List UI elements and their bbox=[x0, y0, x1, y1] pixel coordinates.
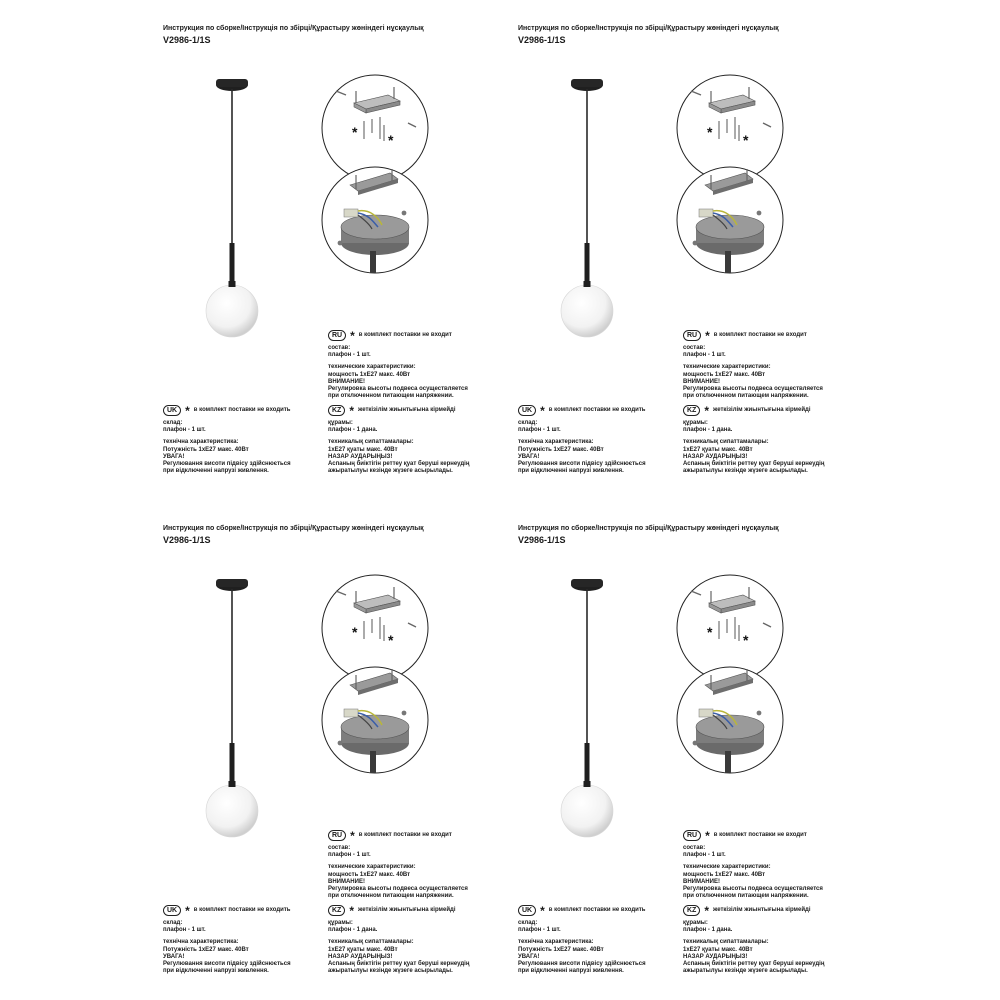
uk-warning-line-1: Регулювання висоти підвісу здійснюється bbox=[518, 961, 646, 968]
kz-instructions bbox=[328, 905, 469, 975]
star-icon: * bbox=[349, 403, 355, 418]
star-icon: * bbox=[704, 403, 710, 418]
kz-warning-label: НАЗАР АУДАРЫҢЫЗ! bbox=[683, 453, 748, 460]
ru-composition: плафон - 1 шт. bbox=[683, 352, 726, 359]
kz-warning-line-1: Аспаның биіктігін реттеу қуат беруші кернеудің bbox=[683, 961, 825, 968]
kz-power: 1хЕ27 қуаты макс. 40Вт bbox=[328, 946, 398, 953]
ru-warning-label: ВНИМАНИЕ! bbox=[328, 878, 365, 885]
uk-warning-line-2: при відключенні напрузі живлення. bbox=[518, 468, 624, 475]
glass-globe bbox=[561, 785, 613, 837]
uk-not-included: в комплект поставки не входить bbox=[193, 906, 291, 913]
sheet-title: Инструкция по сборке/Інструкція по збірці/Құрастыру жөніндегі нұсқаулық bbox=[518, 25, 779, 32]
uk-instructions bbox=[163, 905, 291, 975]
uk-composition-label: склад: bbox=[518, 920, 538, 926]
canopy-wiring-diagram bbox=[675, 665, 785, 775]
ru-warning-line-2: при отключенном питающем напряжении. bbox=[328, 393, 454, 400]
star-icon: * bbox=[705, 328, 710, 343]
uk-composition: плафон - 1 шт. bbox=[518, 427, 561, 434]
uk-instructions bbox=[518, 905, 646, 975]
uk-composition: плафон - 1 шт. bbox=[518, 927, 561, 934]
uk-power: Потужність 1хЕ27 макс. 40Вт bbox=[163, 946, 249, 953]
uk-not-included: в комплект поставки не входить bbox=[193, 406, 291, 413]
ru-warning-line-2: при отключенном питающем напряжении. bbox=[683, 893, 809, 900]
ru-instructions bbox=[683, 330, 823, 400]
ru-warning-line-1: Регулировка высоты подвеса осуществляется bbox=[328, 386, 468, 393]
ru-warning-label: ВНИМАНИЕ! bbox=[683, 378, 720, 385]
ru-specs-label: технические характеристики: bbox=[328, 364, 416, 371]
ru-instructions bbox=[683, 830, 823, 900]
ru-composition-label: состав: bbox=[328, 345, 351, 351]
ru-warning-line-1: Регулировка высоты подвеса осуществляется bbox=[328, 886, 468, 893]
kz-power: 1хЕ27 қуаты макс. 40Вт bbox=[683, 946, 753, 953]
uk-specs-label: технічна характеристика: bbox=[163, 439, 239, 446]
model-number: V2986-1/1S bbox=[518, 535, 566, 545]
kz-composition-label: құрамы: bbox=[328, 420, 353, 426]
kz-language-badge: KZ bbox=[683, 405, 700, 416]
kz-language-badge: KZ bbox=[328, 405, 345, 416]
ru-power: мощность 1хЕ27 макс. 40Вт bbox=[683, 871, 766, 878]
kz-composition: плафон - 1 дана. bbox=[683, 927, 733, 934]
uk-composition: плафон - 1 шт. bbox=[163, 427, 206, 434]
uk-language-badge: UK bbox=[518, 905, 536, 916]
uk-power: Потужність 1хЕ27 макс. 40Вт bbox=[163, 446, 249, 453]
uk-warning-line-1: Регулювання висоти підвісу здійснюється bbox=[163, 961, 291, 968]
star-icon: * bbox=[540, 403, 545, 418]
kz-warning-line-2: ажыратылуы кезінде жүзеге асырылады. bbox=[683, 968, 808, 975]
sheet-top-right bbox=[515, 25, 855, 495]
kz-composition: плафон - 1 дана. bbox=[328, 427, 378, 434]
uk-language-badge: UK bbox=[163, 905, 181, 916]
model-number: V2986-1/1S bbox=[163, 35, 211, 45]
kz-warning-line-1: Аспаның биіктігін реттеу қуат беруші кернеудің bbox=[683, 461, 825, 468]
uk-composition: плафон - 1 шт. bbox=[163, 927, 206, 934]
uk-warning-label: УВАГА! bbox=[518, 453, 540, 460]
canopy-wiring-diagram bbox=[320, 165, 430, 275]
ru-composition: плафон - 1 шт. bbox=[328, 852, 371, 859]
kz-warning-label: НАЗАР АУДАРЫҢЫЗ! bbox=[328, 953, 393, 960]
kz-instructions bbox=[328, 405, 469, 475]
ru-warning-line-2: при отключенном питающем напряжении. bbox=[328, 893, 454, 900]
uk-not-included: в комплект поставки не входить bbox=[548, 406, 646, 413]
glass-globe bbox=[206, 785, 258, 837]
star-icon: * bbox=[350, 328, 355, 343]
ru-composition-label: состав: bbox=[683, 345, 706, 351]
kz-warning-line-1: Аспаның биіктігін реттеу қуат беруші кернеудің bbox=[328, 461, 470, 468]
sheet-title: Инструкция по сборке/Інструкція по збірці/Құрастыру жөніндегі нұсқаулық bbox=[163, 525, 424, 532]
lamp-holder bbox=[585, 243, 590, 285]
uk-not-included: в комплект поставки не входить bbox=[548, 906, 646, 913]
ru-instructions bbox=[328, 330, 468, 400]
kz-specs-label: техникалық сипаттамалары: bbox=[683, 939, 769, 946]
uk-warning-line-1: Регулювання висоти підвісу здійснюється bbox=[163, 461, 291, 468]
canopy-wiring-diagram bbox=[675, 165, 785, 275]
ru-specs-label: технические характеристики: bbox=[683, 864, 771, 871]
ru-power: мощность 1хЕ27 макс. 40Вт bbox=[683, 371, 766, 378]
uk-power: Потужність 1хЕ27 макс. 40Вт bbox=[518, 946, 604, 953]
glass-globe bbox=[561, 285, 613, 337]
ru-composition: плафон - 1 шт. bbox=[328, 352, 371, 359]
ru-specs-label: технические характеристики: bbox=[328, 864, 416, 871]
kz-instructions bbox=[683, 905, 824, 975]
kz-composition-label: құрамы: bbox=[683, 920, 708, 926]
model-number: V2986-1/1S bbox=[163, 535, 211, 545]
kz-composition: плафон - 1 дана. bbox=[328, 927, 378, 934]
uk-warning-label: УВАГА! bbox=[163, 953, 185, 960]
uk-specs-label: технічна характеристика: bbox=[518, 439, 594, 446]
kz-warning-label: НАЗАР АУДАРЫҢЫЗ! bbox=[328, 453, 393, 460]
pendant-lamp-illustration bbox=[555, 75, 620, 345]
not-included-marker: * bbox=[388, 132, 394, 148]
star-icon: * bbox=[350, 828, 355, 843]
ru-composition: плафон - 1 шт. bbox=[683, 852, 726, 859]
uk-specs-label: технічна характеристика: bbox=[163, 939, 239, 946]
kz-not-included: жеткізілім жиынтығына кірмейді bbox=[713, 406, 811, 413]
uk-instructions bbox=[163, 405, 291, 475]
not-included-marker: * bbox=[743, 632, 749, 648]
ru-language-badge: RU bbox=[683, 830, 701, 841]
kz-warning-line-2: ажыратылуы кезінде жүзеге асырылады. bbox=[328, 968, 453, 975]
ru-not-included: в комплект поставки не входит bbox=[713, 831, 807, 838]
ru-language-badge: RU bbox=[683, 330, 701, 341]
kz-not-included: жеткізілім жиынтығына кірмейді bbox=[713, 906, 811, 913]
star-icon: * bbox=[705, 828, 710, 843]
ru-instructions bbox=[328, 830, 468, 900]
sheet-top-left bbox=[160, 25, 500, 495]
uk-instructions bbox=[518, 405, 646, 475]
ru-language-badge: RU bbox=[328, 330, 346, 341]
uk-language-badge: UK bbox=[518, 405, 536, 416]
canopy-wiring-diagram bbox=[320, 665, 430, 775]
sheet-title: Инструкция по сборке/Інструкція по збірці/Құрастыру жөніндегі нұсқаулық bbox=[163, 25, 424, 32]
kz-composition-label: құрамы: bbox=[683, 420, 708, 426]
star-icon: * bbox=[540, 903, 545, 918]
kz-warning-line-1: Аспаның биіктігін реттеу қуат беруші кернеудің bbox=[328, 961, 470, 968]
pendant-lamp-illustration bbox=[555, 575, 620, 845]
kz-instructions bbox=[683, 405, 824, 475]
ru-warning-label: ВНИМАНИЕ! bbox=[328, 378, 365, 385]
uk-warning-label: УВАГА! bbox=[518, 953, 540, 960]
ru-composition-label: состав: bbox=[328, 845, 351, 851]
ru-warning-label: ВНИМАНИЕ! bbox=[683, 878, 720, 885]
uk-power: Потужність 1хЕ27 макс. 40Вт bbox=[518, 446, 604, 453]
not-included-marker: * bbox=[707, 124, 713, 140]
kz-not-included: жеткізілім жиынтығына кірмейді bbox=[358, 406, 456, 413]
ru-warning-line-1: Регулировка высоты подвеса осуществляется bbox=[683, 886, 823, 893]
pendant-lamp-illustration bbox=[200, 575, 265, 845]
uk-warning-line-2: при відключенні напрузі живлення. bbox=[163, 468, 269, 475]
uk-composition-label: склад: bbox=[163, 920, 183, 926]
model-number: V2986-1/1S bbox=[518, 35, 566, 45]
not-included-marker: * bbox=[352, 124, 358, 140]
ru-power: мощность 1хЕ27 макс. 40Вт bbox=[328, 871, 411, 878]
uk-composition-label: склад: bbox=[163, 420, 183, 426]
kz-composition: плафон - 1 дана. bbox=[683, 427, 733, 434]
kz-specs-label: техникалық сипаттамалары: bbox=[328, 939, 414, 946]
kz-composition-label: құрамы: bbox=[328, 920, 353, 926]
uk-warning-line-2: при відключенні напрузі живлення. bbox=[518, 968, 624, 975]
lamp-holder bbox=[230, 743, 235, 785]
pendant-lamp-illustration bbox=[200, 75, 265, 345]
kz-language-badge: KZ bbox=[683, 905, 700, 916]
not-included-marker: * bbox=[388, 632, 394, 648]
glass-globe bbox=[206, 285, 258, 337]
lamp-holder bbox=[230, 243, 235, 285]
ru-warning-line-2: при отключенном питающем напряжении. bbox=[683, 393, 809, 400]
kz-specs-label: техникалық сипаттамалары: bbox=[683, 439, 769, 446]
kz-language-badge: KZ bbox=[328, 905, 345, 916]
lamp-holder bbox=[585, 743, 590, 785]
ru-specs-label: технические характеристики: bbox=[683, 364, 771, 371]
ru-not-included: в комплект поставки не входит bbox=[358, 331, 452, 338]
kz-warning-line-2: ажыратылуы кезінде жүзеге асырылады. bbox=[683, 468, 808, 475]
kz-power: 1хЕ27 қуаты макс. 40Вт bbox=[328, 446, 398, 453]
kz-warning-label: НАЗАР АУДАРЫҢЫЗ! bbox=[683, 953, 748, 960]
sheet-bottom-right bbox=[515, 525, 855, 995]
star-icon: * bbox=[704, 903, 710, 918]
uk-warning-line-1: Регулювання висоти підвісу здійснюється bbox=[518, 461, 646, 468]
star-icon: * bbox=[185, 903, 190, 918]
star-icon: * bbox=[185, 403, 190, 418]
not-included-marker: * bbox=[707, 624, 713, 640]
uk-specs-label: технічна характеристика: bbox=[518, 939, 594, 946]
uk-composition-label: склад: bbox=[518, 420, 538, 426]
uk-warning-label: УВАГА! bbox=[163, 453, 185, 460]
ru-power: мощность 1хЕ27 макс. 40Вт bbox=[328, 371, 411, 378]
kz-power: 1хЕ27 қуаты макс. 40Вт bbox=[683, 446, 753, 453]
uk-warning-line-2: при відключенні напрузі живлення. bbox=[163, 968, 269, 975]
star-icon: * bbox=[349, 903, 355, 918]
ru-not-included: в комплект поставки не входит bbox=[358, 831, 452, 838]
ru-warning-line-1: Регулировка высоты подвеса осуществляется bbox=[683, 386, 823, 393]
kz-warning-line-2: ажыратылуы кезінде жүзеге асырылады. bbox=[328, 468, 453, 475]
uk-language-badge: UK bbox=[163, 405, 181, 416]
kz-not-included: жеткізілім жиынтығына кірмейді bbox=[358, 906, 456, 913]
kz-specs-label: техникалық сипаттамалары: bbox=[328, 439, 414, 446]
ru-not-included: в комплект поставки не входит bbox=[713, 331, 807, 338]
ru-composition-label: состав: bbox=[683, 845, 706, 851]
sheet-bottom-left bbox=[160, 525, 500, 995]
ru-language-badge: RU bbox=[328, 830, 346, 841]
not-included-marker: * bbox=[743, 132, 749, 148]
sheet-title: Инструкция по сборке/Інструкція по збірці/Құрастыру жөніндегі нұсқаулық bbox=[518, 525, 779, 532]
not-included-marker: * bbox=[352, 624, 358, 640]
